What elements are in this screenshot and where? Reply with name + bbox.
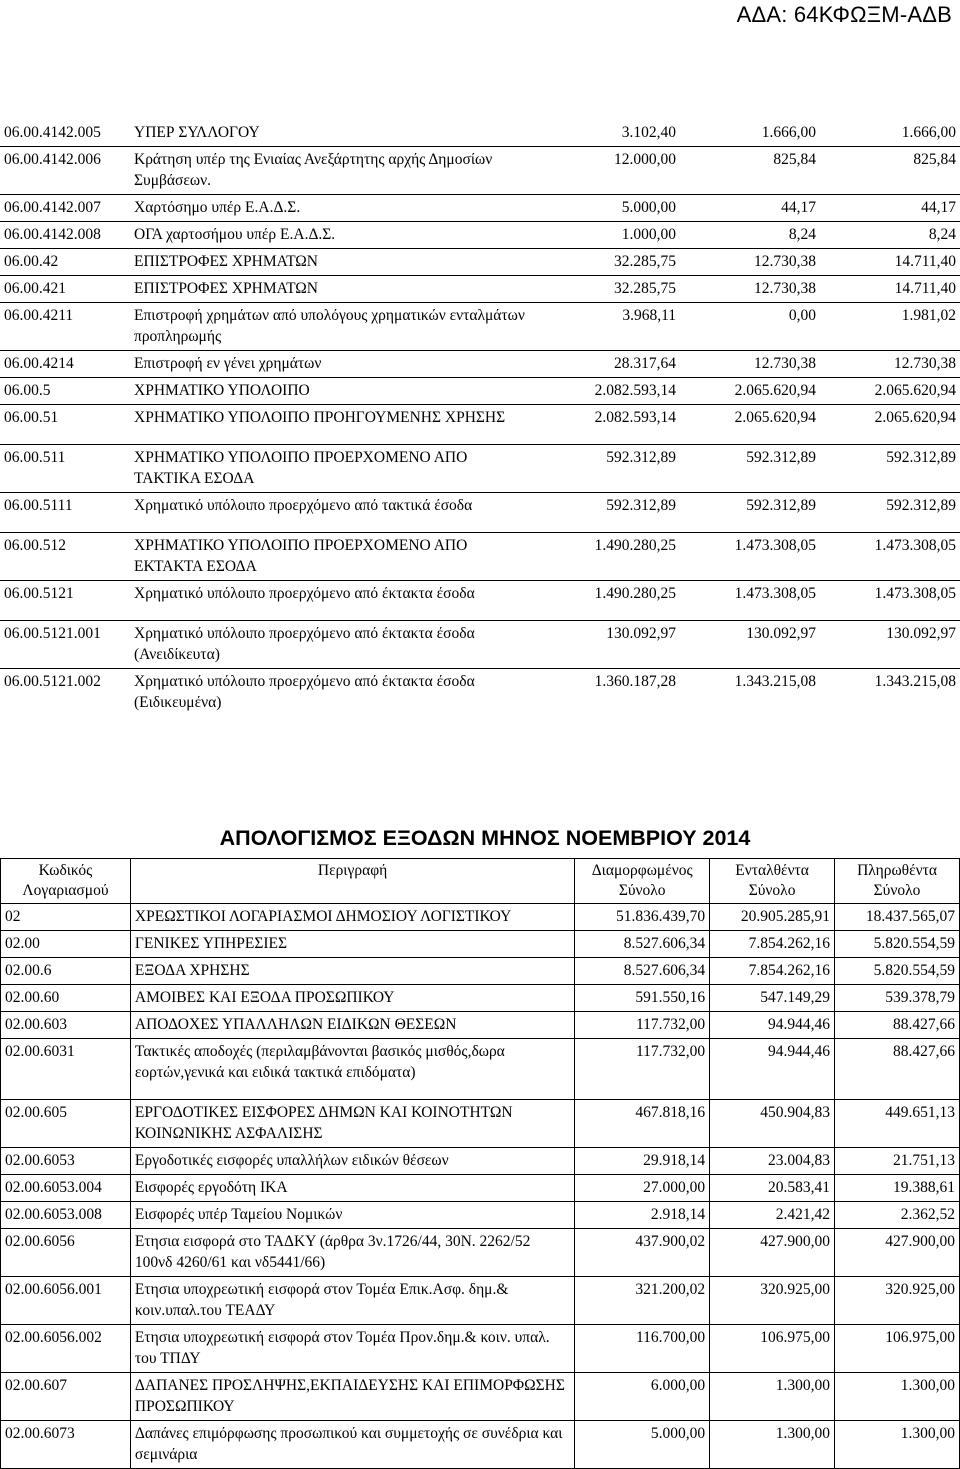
ada-identifier: ΑΔΑ: 64ΚΦΩΞΜ-ΑΔΒ — [736, 2, 952, 27]
table-row — [0, 669, 960, 717]
value-col3: 88.427,66 — [835, 1012, 960, 1039]
table-row — [0, 147, 960, 195]
account-code: 06.00.4214 — [4, 355, 74, 372]
account-code: 06.00.4142.008 — [4, 226, 101, 243]
account-code: 02.00.6056.002 — [1, 1325, 131, 1373]
value-col3: 1.666,00 — [901, 124, 956, 141]
value-col1: 130.092,97 — [606, 625, 676, 642]
value-col3: 21.751,13 — [835, 1148, 960, 1175]
account-code: 02.00.6053 — [1, 1148, 131, 1175]
value-col1: 32.285,75 — [614, 280, 676, 297]
account-code: 06.00.5121 — [4, 585, 74, 602]
value-col1: 117.732,00 — [575, 1039, 710, 1100]
description: Ετησια υποχρεωτική εισφορά στον Τομέα Προν.δημ.& κοιν. υπαλ. του ΤΠΔΥ — [130, 1325, 574, 1373]
value-col3: 320.925,00 — [835, 1277, 960, 1325]
table-row — [0, 533, 960, 581]
value-col2: 94.944,46 — [710, 1012, 835, 1039]
description: ΟΓΑ χαρτοσήμου υπέρ Ε.Α.Δ.Σ. — [134, 226, 336, 243]
value-col3: 1.473.308,05 — [874, 537, 956, 554]
account-code: 02.00.6031 — [1, 1039, 131, 1100]
value-col2: 44,17 — [781, 199, 816, 216]
description: ΕΠΙΣΤΡΟΦΕΣ ΧΡΗΜΑΤΩΝ — [134, 253, 319, 270]
value-col1: 1.490.280,25 — [594, 537, 676, 554]
value-col2: 12.730,38 — [754, 253, 816, 270]
table-row — [0, 405, 960, 445]
value-col1: 5.000,00 — [621, 199, 676, 216]
description: ΕΞΟΔΑ ΧΡΗΣΗΣ — [130, 958, 574, 985]
value-col1: 32.285,75 — [614, 253, 676, 270]
table-row — [1, 1175, 960, 1202]
description: Ετησια υποχρεωτική εισφορά στον Τομέα Επικ.Ασφ. δημ.& κοιν.υπαλ.του ΤΕΑΔΥ — [130, 1277, 574, 1325]
table-row — [1, 904, 960, 931]
col-header-paid-total: Πληρωθέντα Σύνολο — [835, 859, 960, 904]
account-code: 02.00 — [1, 931, 131, 958]
account-code: 06.00.5 — [4, 382, 51, 399]
description: ΓΕΝΙΚΕΣ ΥΠΗΡΕΣΙΕΣ — [130, 931, 574, 958]
value-col3: 539.378,79 — [835, 985, 960, 1012]
value-col3: 2.362,52 — [835, 1202, 960, 1229]
value-col3: 5.820.554,59 — [835, 958, 960, 985]
account-code: 06.00.511 — [4, 449, 66, 466]
description: ΕΠΙΣΤΡΟΦΕΣ ΧΡΗΜΑΤΩΝ — [134, 280, 319, 297]
value-col3: 88.427,66 — [835, 1039, 960, 1100]
value-col2: 12.730,38 — [754, 280, 816, 297]
value-col2: 1.666,00 — [761, 124, 816, 141]
table-row — [1, 1012, 960, 1039]
value-col3: 1.981,02 — [901, 307, 956, 324]
description: Επιστροφή εν γένει χρημάτων — [134, 355, 322, 372]
value-col2: 106.975,00 — [710, 1325, 835, 1373]
value-col3: 106.975,00 — [835, 1325, 960, 1373]
table-row — [0, 303, 960, 351]
account-code: 06.00.4142.006 — [4, 151, 101, 168]
description: Επιστροφή χρημάτων από υπολόγους χρηματικών ενταλμάτων προπληρωμής — [134, 307, 525, 345]
value-col1: 592.312,89 — [606, 497, 676, 514]
account-code: 06.00.421 — [4, 280, 66, 297]
description: ΧΡΕΩΣΤΙΚΟΙ ΛΟΓΑΡΙΑΣΜΟΙ ΔΗΜΟΣΙΟΥ ΛΟΓΙΣΤΙΚΟΥ — [130, 904, 574, 931]
value-col2: 12.730,38 — [754, 355, 816, 372]
value-col2: 20.905.285,91 — [710, 904, 835, 931]
value-col2: 1.300,00 — [710, 1373, 835, 1421]
value-col2: 825,84 — [773, 151, 816, 168]
table-row — [0, 120, 960, 147]
table-row — [1, 1277, 960, 1325]
value-col2: 1.343.215,08 — [734, 673, 816, 690]
value-col1: 1.490.280,25 — [594, 585, 676, 602]
account-code: 02.00.605 — [1, 1100, 131, 1148]
revenue-continuation-table — [0, 120, 960, 716]
value-col3: 5.820.554,59 — [835, 931, 960, 958]
account-code: 06.00.42 — [4, 253, 59, 270]
account-code: 02.00.6053.008 — [1, 1202, 131, 1229]
col-header-committed-total: Ενταλθέντα Σύνολο — [710, 859, 835, 904]
table-row — [0, 195, 960, 222]
account-code: 02.00.60 — [1, 985, 131, 1012]
value-col1: 27.000,00 — [575, 1175, 710, 1202]
table-row — [1, 1202, 960, 1229]
table-row — [0, 276, 960, 303]
table-row — [0, 581, 960, 621]
description: Χρηματικό υπόλοιπο προερχόμενο από έκτακτα έσοδα (Ειδικευμένα) — [134, 673, 475, 711]
value-col3: 1.473.308,05 — [874, 585, 956, 602]
value-col1: 8.527.606,34 — [575, 931, 710, 958]
value-col3: 14.711,40 — [894, 253, 956, 270]
account-code: 02.00.607 — [1, 1373, 131, 1421]
description: Δαπάνες επιμόρφωσης προσωπικού και συμμετοχής σε συνέδρια και σεμινάρια — [130, 1421, 574, 1469]
value-col2: 20.583,41 — [710, 1175, 835, 1202]
table-row — [0, 249, 960, 276]
value-col2: 130.092,97 — [746, 625, 816, 642]
description: ΔΑΠΑΝΕΣ ΠΡΟΣΛΗΨΗΣ,ΕΚΠΑΙΔΕΥΣΗΣ ΚΑΙ ΕΠΙΜΟΡΦΩΣΗΣ ΠΡΟΣΩΠΙΚΟΥ — [130, 1373, 574, 1421]
table-row — [0, 222, 960, 249]
description: ΧΡΗΜΑΤΙΚΟ ΥΠΟΛΟΙΠΟ ΠΡΟΕΡΧΟΜΕΝΟ ΑΠΟ ΕΚΤΑΚΤΑ ΕΣΟΔΑ — [134, 537, 468, 575]
expense-header-row — [1, 859, 960, 904]
value-col2: 2.065.620,94 — [734, 409, 816, 426]
value-col1: 321.200,02 — [575, 1277, 710, 1325]
value-col2: 427.900,00 — [710, 1229, 835, 1277]
table-row — [0, 351, 960, 378]
value-col2: 7.854.262,16 — [710, 958, 835, 985]
account-code: 06.00.5111 — [4, 497, 73, 514]
description: Ετησια εισφορά στο ΤΑΔΚΥ (άρθρα 3ν.1726/44, 30Ν. 2262/52 100νδ 4260/61 και νδ5441/66) — [130, 1229, 574, 1277]
account-code: 02 — [1, 904, 131, 931]
value-col3: 19.388,61 — [835, 1175, 960, 1202]
account-code: 02.00.6053.004 — [1, 1175, 131, 1202]
value-col3: 44,17 — [921, 199, 956, 216]
table-row — [0, 493, 960, 533]
value-col3: 18.437.565,07 — [835, 904, 960, 931]
table-row — [1, 1100, 960, 1148]
col-header-formed-total: Διαμορφωμένος Σύνολο — [575, 859, 710, 904]
value-col1: 3.102,40 — [621, 124, 676, 141]
account-code: 02.00.6 — [1, 958, 131, 985]
table-row — [0, 445, 960, 493]
account-code: 02.00.6073 — [1, 1421, 131, 1469]
value-col3: 825,84 — [913, 151, 956, 168]
description: Κράτηση υπέρ της Ενιαίας Ανεξάρτητης αρχής Δημοσίων Συμβάσεων. — [134, 151, 493, 189]
value-col3: 1.300,00 — [835, 1373, 960, 1421]
value-col1: 5.000,00 — [575, 1421, 710, 1469]
table-row — [1, 1229, 960, 1277]
value-col1: 28.317,64 — [614, 355, 676, 372]
table-row — [1, 985, 960, 1012]
description: ΑΠΟΔΟΧΕΣ ΥΠΑΛΛΗΛΩΝ ΕΙΔΙΚΩΝ ΘΕΣΕΩΝ — [130, 1012, 574, 1039]
value-col1: 12.000,00 — [614, 151, 676, 168]
value-col2: 8,24 — [788, 226, 816, 243]
section-title: ΑΠΟΛΟΓΙΣΜΟΣ ΕΞΟΔΩΝ ΜΗΝΟΣ ΝΟΕΜΒΡΙΟΥ 2014 — [219, 826, 751, 850]
description: Χαρτόσημο υπέρ Ε.Α.Δ.Σ. — [134, 199, 301, 216]
value-col1: 51.836.439,70 — [575, 904, 710, 931]
value-col2: 7.854.262,16 — [710, 931, 835, 958]
value-col3: 2.065.620,94 — [874, 409, 956, 426]
value-col2: 2.065.620,94 — [734, 382, 816, 399]
value-col3: 14.711,40 — [894, 280, 956, 297]
description: ΑΜΟΙΒΕΣ ΚΑΙ ΕΞΟΔΑ ΠΡΟΣΩΠΙΚΟΥ — [130, 985, 574, 1012]
value-col1: 437.900,02 — [575, 1229, 710, 1277]
description: Εργοδοτικές εισφορές υπαλλήλων ειδικών θέσεων — [130, 1148, 574, 1175]
description: ΕΡΓΟΔΟΤΙΚΕΣ ΕΙΣΦΟΡΕΣ ΔΗΜΩΝ ΚΑΙ ΚΟΙΝΟΤΗΤΩΝ ΚΟΙΝΩΝΙΚΗΣ ΑΣΦΑΛΙΣΗΣ — [130, 1100, 574, 1148]
value-col2: 0,00 — [788, 307, 816, 324]
description: ΧΡΗΜΑΤΙΚΟ ΥΠΟΛΟΙΠΟ — [134, 382, 310, 399]
value-col2: 1.473.308,05 — [734, 537, 816, 554]
account-code: 06.00.5121.002 — [4, 673, 101, 690]
account-code: 02.00.6056.001 — [1, 1277, 131, 1325]
value-col3: 130.092,97 — [886, 625, 956, 642]
description: Χρηματικό υπόλοιπο προερχόμενο από έκτακτα έσοδα (Ανειδίκευτα) — [134, 625, 475, 663]
value-col1: 6.000,00 — [575, 1373, 710, 1421]
expense-report-table — [0, 858, 960, 1469]
account-code: 06.00.4211 — [4, 307, 74, 324]
value-col3: 427.900,00 — [835, 1229, 960, 1277]
value-col2: 94.944,46 — [710, 1039, 835, 1100]
value-col2: 1.300,00 — [710, 1421, 835, 1469]
account-code: 06.00.4142.005 — [4, 124, 101, 141]
table-row — [1, 931, 960, 958]
value-col3: 592.312,89 — [886, 497, 956, 514]
value-col2: 2.421,42 — [710, 1202, 835, 1229]
value-col1: 117.732,00 — [575, 1012, 710, 1039]
value-col3: 2.065.620,94 — [874, 382, 956, 399]
table-row — [1, 1421, 960, 1469]
table-row — [1, 1373, 960, 1421]
value-col2: 592.312,89 — [746, 449, 816, 466]
table-row — [1, 1148, 960, 1175]
value-col1: 591.550,16 — [575, 985, 710, 1012]
value-col1: 29.918,14 — [575, 1148, 710, 1175]
value-col2: 320.925,00 — [710, 1277, 835, 1325]
description: Εισφορές υπέρ Ταμείου Νομικών — [130, 1202, 574, 1229]
account-code: 02.00.603 — [1, 1012, 131, 1039]
value-col3: 1.343.215,08 — [874, 673, 956, 690]
value-col1: 467.818,16 — [575, 1100, 710, 1148]
account-code: 06.00.512 — [4, 537, 66, 554]
value-col1: 2.082.593,14 — [594, 382, 676, 399]
value-col1: 8.527.606,34 — [575, 958, 710, 985]
value-col1: 116.700,00 — [575, 1325, 710, 1373]
value-col2: 547.149,29 — [710, 985, 835, 1012]
value-col1: 592.312,89 — [606, 449, 676, 466]
description: ΧΡΗΜΑΤΙΚΟ ΥΠΟΛΟΙΠΟ ΠΡΟΕΡΧΟΜΕΝΟ ΑΠΟ ΤΑΚΤΙΚΑ ΕΣΟΔΑ — [134, 449, 468, 487]
table-row — [1, 1039, 960, 1100]
value-col1: 1.000,00 — [621, 226, 676, 243]
account-code: 02.00.6056 — [1, 1229, 131, 1277]
value-col1: 1.360.187,28 — [594, 673, 676, 690]
value-col1: 2.082.593,14 — [594, 409, 676, 426]
value-col1: 2.918,14 — [575, 1202, 710, 1229]
table-row — [1, 1325, 960, 1373]
description: Τακτικές αποδοχές (περιλαμβάνονται βασικός μισθός,δωρα εορτών,γενικά και ειδικά τακτικά επιδόματα) — [130, 1039, 574, 1100]
account-code: 06.00.51 — [4, 409, 59, 426]
value-col3: 8,24 — [928, 226, 956, 243]
value-col2: 1.473.308,05 — [734, 585, 816, 602]
col-header-description: Περιγραφή — [130, 859, 574, 904]
description: Χρηματικό υπόλοιπο προερχόμενο από τακτικά έσοδα — [134, 497, 473, 514]
description: Χρηματικό υπόλοιπο προερχόμενο από έκτακτα έσοδα — [134, 585, 475, 602]
value-col2: 450.904,83 — [710, 1100, 835, 1148]
account-code: 06.00.5121.001 — [4, 625, 101, 642]
description: Εισφορές εργοδότη ΙΚΑ — [130, 1175, 574, 1202]
value-col3: 1.300,00 — [835, 1421, 960, 1469]
value-col3: 592.312,89 — [886, 449, 956, 466]
description: ΧΡΗΜΑΤΙΚΟ ΥΠΟΛΟΙΠΟ ΠΡΟΗΓΟΥΜΕΝΗΣ ΧΡΗΣΗΣ — [134, 409, 506, 426]
table-row — [0, 378, 960, 405]
table-row — [1, 958, 960, 985]
value-col3: 449.651,13 — [835, 1100, 960, 1148]
value-col1: 3.968,11 — [622, 307, 676, 324]
table-row — [0, 621, 960, 669]
value-col2: 592.312,89 — [746, 497, 816, 514]
account-code: 06.00.4142.007 — [4, 199, 101, 216]
value-col3: 12.730,38 — [894, 355, 956, 372]
value-col2: 23.004,83 — [710, 1148, 835, 1175]
col-header-code: Κωδικός Λογαριασμού — [1, 859, 131, 904]
description: ΥΠΕΡ ΣΥΛΛΟΓΟΥ — [134, 124, 260, 141]
